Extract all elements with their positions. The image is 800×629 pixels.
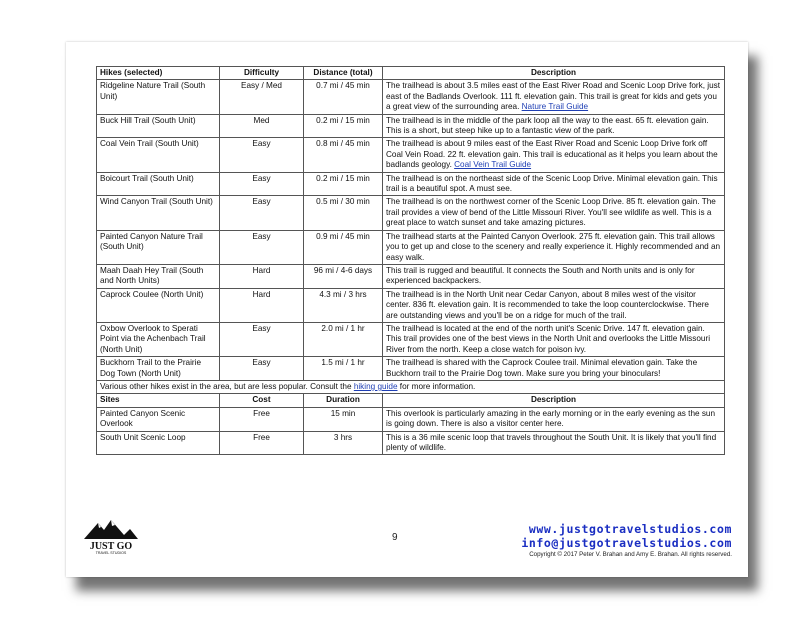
- hikes-note: Various other hikes exist in the area, but are less popular. Consult the hiking guide for more information.: [97, 380, 725, 393]
- email-link[interactable]: info@justgotravelstudios.com: [521, 536, 732, 550]
- mountain-logo-icon: [80, 517, 142, 555]
- hike-distance: 0.9 mi / 45 min: [304, 230, 383, 264]
- hike-difficulty: Med: [220, 114, 304, 138]
- description-col-header: Description: [383, 67, 725, 80]
- hikes-header-row: [97, 67, 725, 80]
- hike-name: Maah Daah Hey Trail (South and North Units): [97, 264, 220, 288]
- hike-row: [97, 114, 725, 138]
- site-cost: Free: [220, 431, 304, 455]
- hike-name: Ridgeline Nature Trail (South Unit): [97, 80, 220, 114]
- hike-description: The trailhead is in the middle of the park loop all the way to the east. 65 ft. elevation gain. This is a short, but steep hike up to a fantastic view of the park.: [383, 114, 725, 138]
- hike-distance: 96 mi / 4-6 days: [304, 264, 383, 288]
- hike-distance: 0.2 mi / 15 min: [304, 114, 383, 138]
- hikes-col-header: Hikes (selected): [97, 67, 220, 80]
- hike-description: The trailhead is about 9 miles east of the East River Road and Scenic Loop Drive fork off Coal Vein Road. 22 ft. elevation gain. This trail is educational as it helps you learn about the badlands geology. Coal Vein Trail Guide: [383, 138, 725, 172]
- hike-row: [97, 357, 725, 381]
- hike-distance: 0.7 mi / 45 min: [304, 80, 383, 114]
- hike-distance: 0.2 mi / 15 min: [304, 172, 383, 196]
- hike-description: This trail is rugged and beautiful. It connects the South and North units and is only for experienced backpackers.: [383, 264, 725, 288]
- distance-col-header: Distance (total): [304, 67, 383, 80]
- hike-row: [97, 322, 725, 356]
- hiking-guide-link[interactable]: hiking guide: [353, 381, 398, 391]
- hike-difficulty: Easy: [220, 196, 304, 230]
- document-page: [66, 42, 748, 577]
- hike-distance: 2.0 mi / 1 hr: [304, 322, 383, 356]
- hike-distance: 4.3 mi / 3 hrs: [304, 288, 383, 322]
- duration-col-header: Duration: [304, 394, 383, 407]
- hike-name: Boicourt Trail (South Unit): [97, 172, 220, 196]
- logo-subtext: TRAVEL STUDIOS: [95, 551, 127, 555]
- trail-guide-link[interactable]: Coal Vein Trail Guide: [454, 160, 532, 170]
- hike-row: [97, 196, 725, 230]
- site-duration: 15 min: [304, 407, 383, 431]
- footer-contact: [521, 522, 732, 558]
- hike-distance: 1.5 mi / 1 hr: [304, 357, 383, 381]
- hike-row: [97, 80, 725, 114]
- sites-header-row: [97, 394, 725, 407]
- difficulty-col-header: Difficulty: [220, 67, 304, 80]
- cost-col-header: Cost: [220, 394, 304, 407]
- hike-description: The trailhead starts at the Painted Canyon Overlook. 275 ft. elevation gain. This trail allows you to get up and close to the scenery and really experience it. Highly recommended and an easy walk.: [383, 230, 725, 264]
- hike-name: Painted Canyon Nature Trail (South Unit): [97, 230, 220, 264]
- site-cost: Free: [220, 407, 304, 431]
- logo-text: JUST GO: [89, 541, 133, 552]
- hike-difficulty: Easy: [220, 172, 304, 196]
- hike-name: Coal Vein Trail (South Unit): [97, 138, 220, 172]
- website-link[interactable]: www.justgotravelstudios.com: [528, 522, 732, 536]
- site-name: Painted Canyon Scenic Overlook: [97, 407, 220, 431]
- hike-description: The trailhead is in the North Unit near Cedar Canyon, about 8 miles west of the visitor center. 836 ft. elevation gain. It is recommended to take the loop counterclockwise. There are outstanding views and you'll be on a ridge for much of the trail.: [383, 288, 725, 322]
- hike-difficulty: Hard: [220, 264, 304, 288]
- hikes-table: [96, 66, 725, 455]
- site-description: This is a 36 mile scenic loop that travels throughout the South Unit. It is likely that you'll find plenty of wildlife.: [383, 431, 725, 455]
- hike-difficulty: Hard: [220, 288, 304, 322]
- hike-distance: 0.8 mi / 45 min: [304, 138, 383, 172]
- hike-description: The trailhead is about 3.5 miles east of the East River Road and Scenic Loop Drive fork, just east of the Badlands Overlook. 111 ft. elevation gain. This trail is great for kids and gets you a great view of the surrounding area. Nature Trail Guide: [383, 80, 725, 114]
- page-number: 9: [392, 532, 398, 543]
- hike-row: [97, 138, 725, 172]
- hike-difficulty: Easy: [220, 357, 304, 381]
- hike-row: [97, 288, 725, 322]
- hike-description: The trailhead is on the northeast side of the Scenic Loop Drive. Minimal elevation gain. This trail is a beautiful spot. A must see.: [383, 172, 725, 196]
- hike-name: Buckhorn Trail to the Prairie Dog Town (North Unit): [97, 357, 220, 381]
- hike-description: The trailhead is on the northwest corner of the Scenic Loop Drive. 85 ft. elevation gain. The trail provides a view of bend of the Little Missouri River. You'll see wildlife as well. This is a great place to watch sunset and take amazing pictures.: [383, 196, 725, 230]
- hike-difficulty: Easy: [220, 230, 304, 264]
- site-description: This overlook is particularly amazing in the early morning or in the early evening as the sun is going down. There is also a visitor center here.: [383, 407, 725, 431]
- site-name: South Unit Scenic Loop: [97, 431, 220, 455]
- hike-row: [97, 264, 725, 288]
- hike-name: Buck Hill Trail (South Unit): [97, 114, 220, 138]
- hike-difficulty: Easy / Med: [220, 80, 304, 114]
- hike-row: [97, 230, 725, 264]
- site-duration: 3 hrs: [304, 431, 383, 455]
- hikes-note-row: [97, 380, 725, 393]
- hike-distance: 0.5 mi / 30 min: [304, 196, 383, 230]
- hike-name: Oxbow Overlook to Sperati Point via the Achenbach Trail (North Unit): [97, 322, 220, 356]
- just-go-logo: [80, 517, 142, 555]
- hike-row: [97, 172, 725, 196]
- hike-name: Caprock Coulee (North Unit): [97, 288, 220, 322]
- hike-description: The trailhead is shared with the Caprock Coulee trail. Minimal elevation gain. Take the Buckhorn trail to the Prairie Dog town. Make sure you bring your binoculars!: [383, 357, 725, 381]
- sites-description-col-header: Description: [383, 394, 725, 407]
- site-row: [97, 431, 725, 455]
- hike-difficulty: Easy: [220, 138, 304, 172]
- hike-difficulty: Easy: [220, 322, 304, 356]
- sites-col-header: Sites: [97, 394, 220, 407]
- hike-description: The trailhead is located at the end of the north unit's Scenic Drive. 147 ft. elevation gain. This trail provides one of the best views in the North Unit and overlooks the Little Missouri River from the north. Keep a close watch for poison ivy.: [383, 322, 725, 356]
- site-row: [97, 407, 725, 431]
- trail-guide-link[interactable]: Nature Trail Guide: [521, 102, 589, 112]
- copyright-text: Copyright © 2017 Peter V. Brahan and Amy E. Brahan. All rights reserved.: [529, 551, 732, 558]
- hike-name: Wind Canyon Trail (South Unit): [97, 196, 220, 230]
